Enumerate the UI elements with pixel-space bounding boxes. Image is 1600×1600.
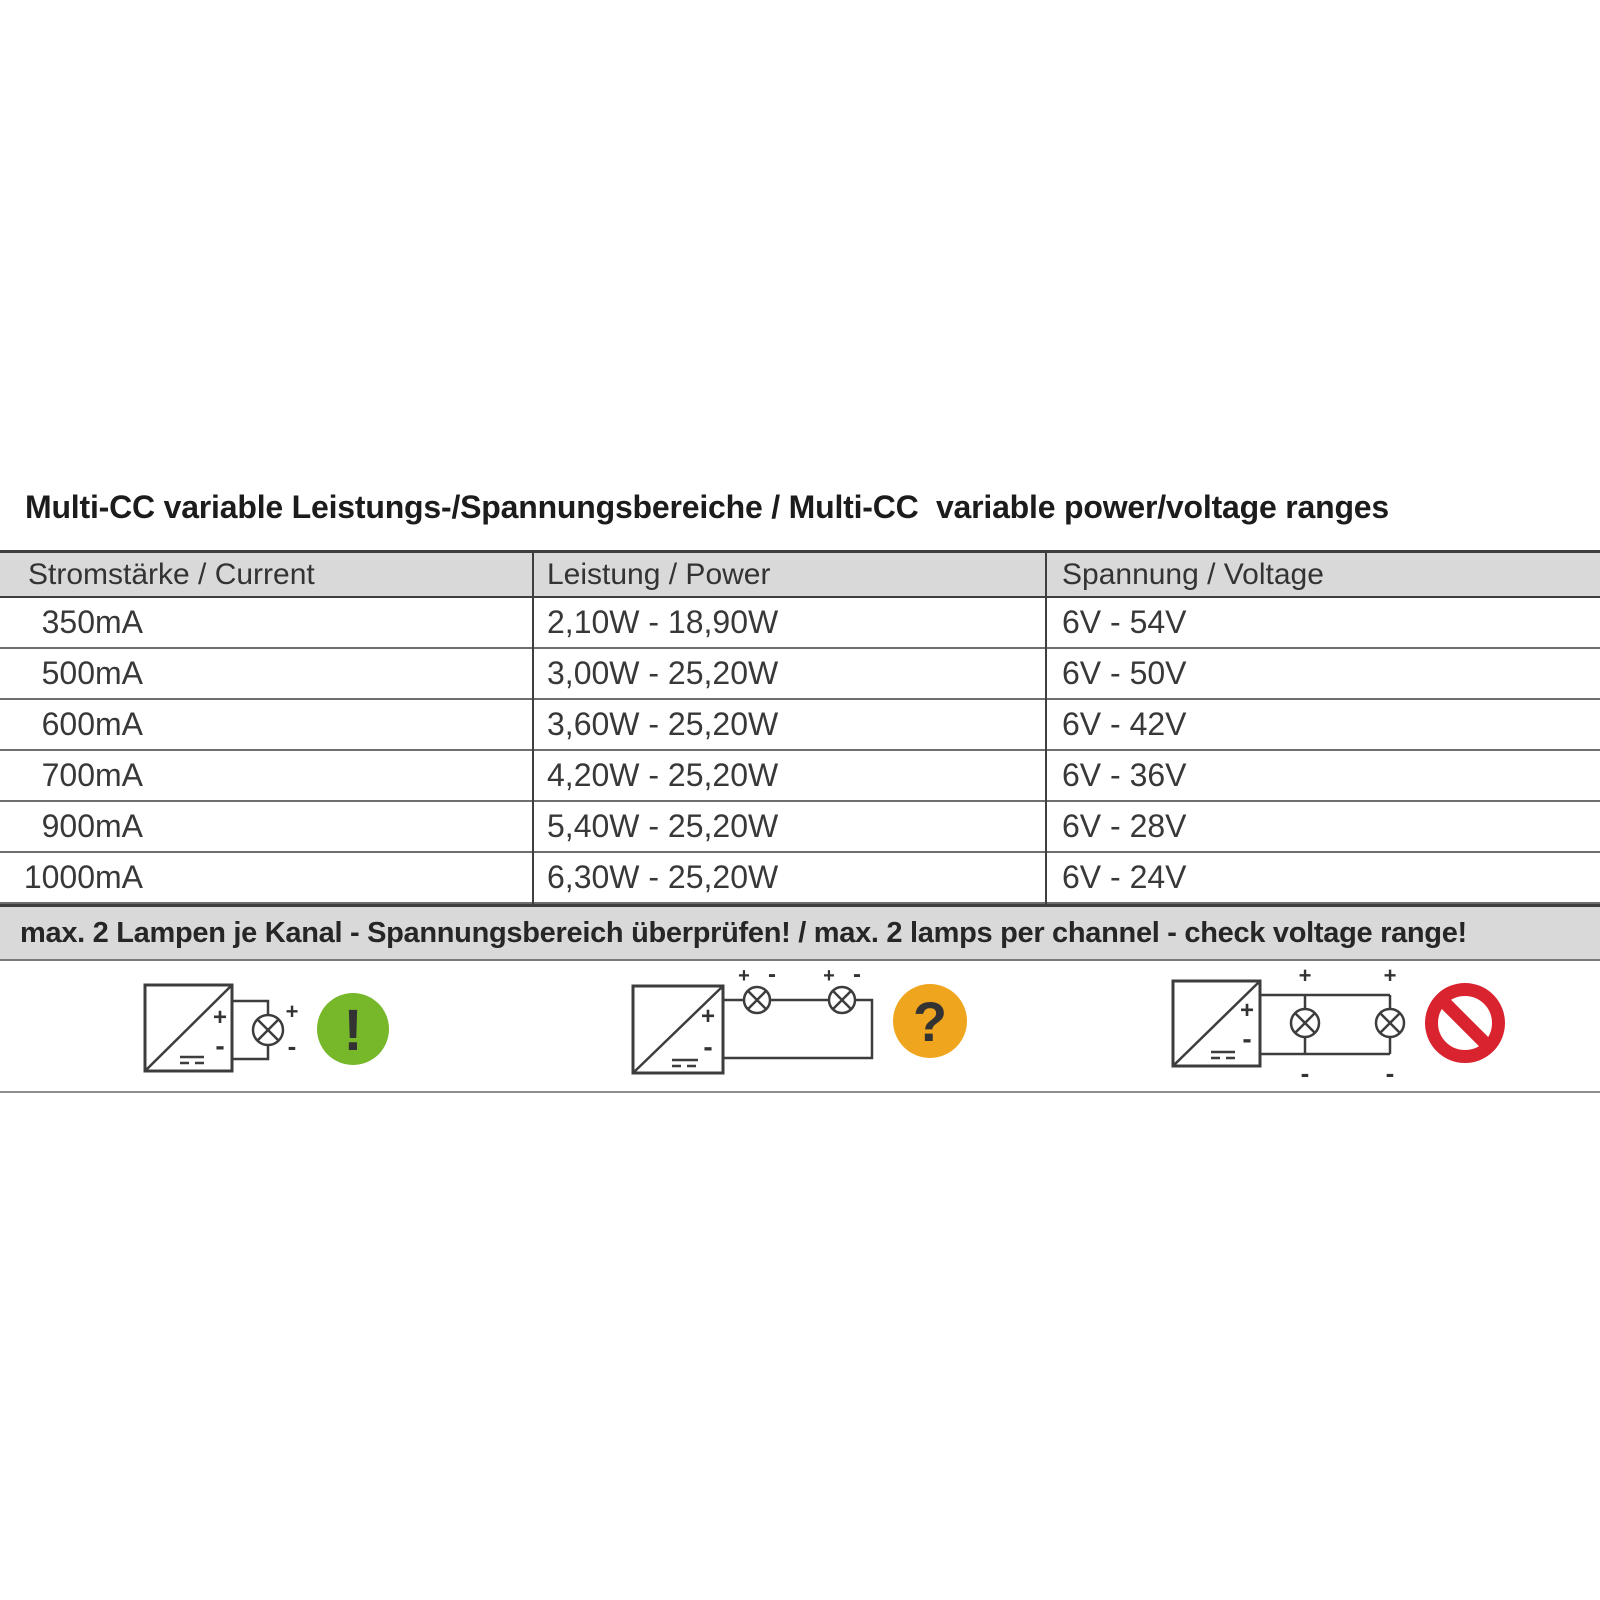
- header-current: Stromstärke / Current: [28, 557, 315, 591]
- table-row: [0, 802, 1600, 853]
- plus-label: +: [212, 1004, 228, 1031]
- diagram-two-lamps-parallel-forbidden: [1165, 966, 1520, 1090]
- cell-current: 900mA: [41, 808, 143, 844]
- diagram-one-lamp-ok: [140, 973, 400, 1095]
- cell-current: 500mA: [41, 655, 143, 691]
- minus-label: -: [1300, 1058, 1310, 1088]
- lamp-icon: [829, 987, 855, 1013]
- cell-power: 2,10W - 18,90W: [547, 604, 779, 640]
- prohibition-icon: [1432, 990, 1499, 1057]
- diagram-two-lamps-series-check: [620, 968, 980, 1090]
- lamp-icon: [1376, 1009, 1404, 1037]
- driver-box: [633, 986, 723, 1073]
- plus-label: +: [823, 968, 835, 987]
- cell-current: 600mA: [41, 706, 143, 742]
- minus-label: -: [703, 1031, 713, 1062]
- cell-current: 1000mA: [23, 859, 143, 895]
- table-row: [0, 649, 1600, 700]
- driver-box: [1173, 981, 1260, 1066]
- minus-label: -: [853, 968, 861, 988]
- driver-box: [145, 985, 232, 1071]
- header-power: Leistung / Power: [547, 557, 771, 591]
- plus-label: +: [1383, 966, 1397, 988]
- plus-label: +: [1239, 997, 1255, 1024]
- question-icon: [893, 984, 967, 1058]
- cell-power: 6,30W - 25,20W: [547, 859, 779, 895]
- lamp-icon: [1291, 1009, 1319, 1037]
- table-row: [0, 751, 1600, 802]
- cell-power: 4,20W - 25,20W: [547, 757, 779, 793]
- table-row: [0, 853, 1600, 904]
- column-divider: [532, 550, 534, 904]
- table-row: [0, 598, 1600, 649]
- column-divider: [1045, 550, 1047, 904]
- table-header-row: [0, 550, 1600, 598]
- header-voltage: Spannung / Voltage: [1062, 557, 1324, 591]
- svg-text:?: ?: [912, 990, 948, 1053]
- minus-label: -: [1385, 1058, 1395, 1088]
- warning-note-bar: max. 2 Lampen je Kanal - Spannungsbereich überprüfen! / max. 2 lamps per channel - check voltage range!: [0, 904, 1600, 961]
- cell-voltage: 6V - 42V: [1062, 706, 1187, 742]
- minus-label: -: [287, 1031, 297, 1061]
- cell-power: 5,40W - 25,20W: [547, 808, 779, 844]
- minus-label: -: [768, 968, 776, 988]
- cell-voltage: 6V - 28V: [1062, 808, 1187, 844]
- ok-exclamation-icon: [317, 993, 389, 1065]
- table-row: [0, 700, 1600, 751]
- minus-label: -: [1242, 1023, 1252, 1054]
- svg-text:!: !: [343, 998, 363, 1063]
- cell-current: 350mA: [41, 604, 143, 640]
- cell-power: 3,00W - 25,20W: [547, 655, 779, 691]
- plus-label: +: [738, 968, 750, 987]
- page-title: Multi-CC variable Leistungs-/Spannungsbereiche / Multi-CC variable power/voltage ranges: [25, 489, 1389, 525]
- cell-voltage: 6V - 50V: [1062, 655, 1187, 691]
- plus-label: +: [700, 1003, 716, 1030]
- lamp-icon: [744, 987, 770, 1013]
- spec-table: [0, 550, 1600, 904]
- cell-voltage: 6V - 36V: [1062, 757, 1187, 793]
- cell-current: 700mA: [41, 757, 143, 793]
- minus-label: -: [215, 1030, 225, 1061]
- cell-voltage: 6V - 24V: [1062, 859, 1187, 895]
- lamp-icon: [253, 1015, 283, 1045]
- wire: [232, 1001, 268, 1059]
- section-divider: [0, 1091, 1600, 1093]
- cell-power: 3,60W - 25,20W: [547, 706, 779, 742]
- plus-label: +: [285, 999, 299, 1024]
- wire: [1260, 995, 1390, 1054]
- cell-voltage: 6V - 54V: [1062, 604, 1187, 640]
- plus-label: +: [1298, 966, 1312, 988]
